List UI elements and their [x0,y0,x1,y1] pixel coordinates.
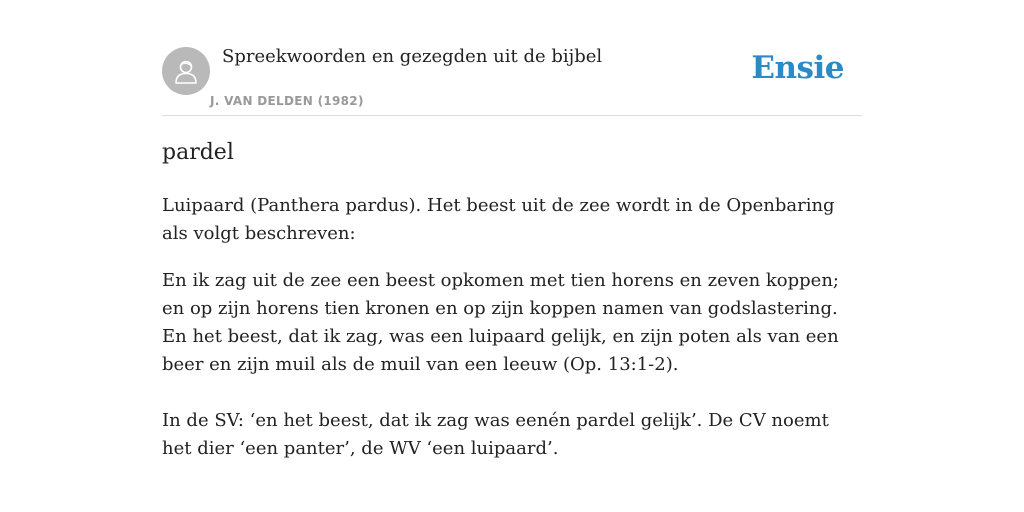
book-author: J. VAN DELDEN (1982) [210,94,364,108]
entry-paragraph: En ik zag uit de zee een beest opkomen met tien horens en zeven koppen; en op zijn horens tien kronen en op zijn koppen namen van godslastering. En het beest, dat ik zag, was een luipaard gelijk, en zijn poten als van een beer en zijn muil als de muil van een leeuw (Op. 13:1-2). [162,270,839,375]
entry-paragraph: Luipaard (Panthera pardus). Het beest uit de zee wordt in de Openbaring als volgt beschreven: [162,195,835,244]
entry-body [162,192,862,463]
entry-title: pardel [162,140,234,165]
user-icon [172,57,200,85]
page-container [162,0,862,459]
entry-paragraph: In de SV: ‘en het beest, dat ik zag was eenén pardel gelijk’. De CV noemt het dier ‘een panter’, de WV ‘een luipaard’. [162,410,829,459]
book-title[interactable]: Spreekwoorden en gezegden uit de bijbel [222,46,603,67]
ensie-logo[interactable]: Ensie [751,50,844,86]
header [162,0,862,116]
author-avatar[interactable] [162,47,210,95]
